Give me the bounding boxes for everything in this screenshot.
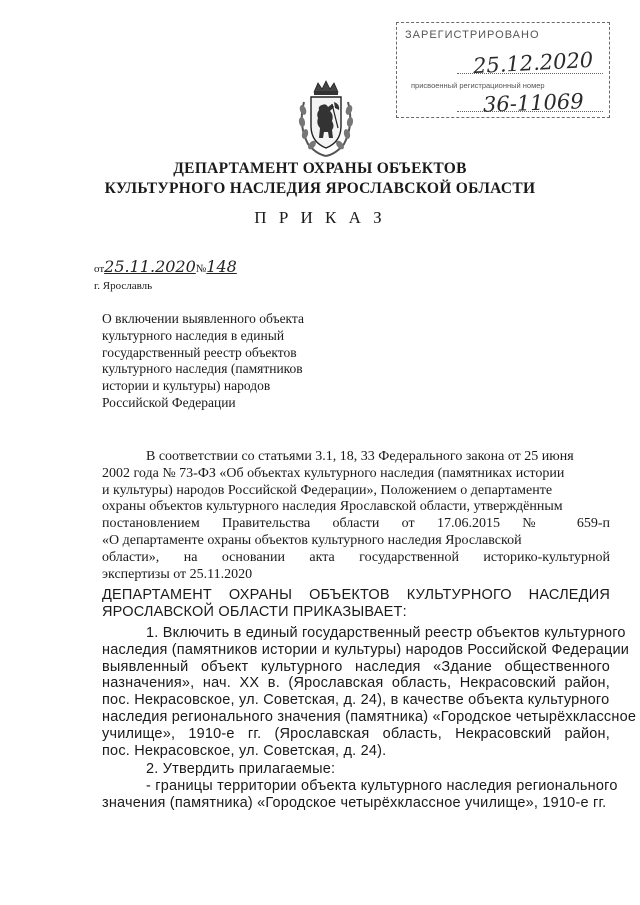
department-name-line-2: КУЛЬТУРНОГО НАСЛЕДИЯ ЯРОСЛАВСКОЙ ОБЛАСТИ [104,180,536,197]
subject-line: Российской Федерации [102,394,236,410]
text-line: экспертизы от 25.11.2020 [102,566,253,582]
text-line: постановлением Правительства области от 17.06.2015 № 659-п [102,516,610,532]
stamp-number: 36-11069 [482,89,585,117]
text-line: выявленный объект культурного наследия «Здание общественного [102,658,610,675]
subject-line: культурного наследия в единый [102,327,285,343]
text-line: училище», 1910-е гг. (Ярославская область, Некрасовский район, [102,725,610,742]
decree-line: ЯРОСЛАВСКОЙ ОБЛАСТИ ПРИКАЗЫВАЕТ: [102,603,407,620]
order-subject [102,311,372,412]
stamp-caption: присвоенный регистрационный номер [411,81,545,90]
text-line: пос. Некрасовское, ул. Советская, д. 24), в качестве объекта культурного [102,692,610,709]
decree-line: ДЕПАРТАМЕНТ ОХРАНЫ ОБЪЕКТОВ КУЛЬТУРНОГО НАСЛЕДИЯ [102,587,610,603]
subject-line: культурного наследия (памятников [102,361,303,377]
subject-line: истории и культуры) народов [102,378,271,394]
decree-paragraph [102,587,610,621]
text-line: «О департаменте охраны объектов культурного наследия Ярославской [102,532,522,548]
text-line: 2002 года № 73-ФЗ «Об объектах культурного наследия (памятниках истории [102,465,565,481]
text-line: - границы территории объекта культурного наследия регионального [146,777,618,794]
stamp-title: ЗАРЕГИСТРИРОВАНО [405,29,540,41]
yaroslavl-bear-coat-of-arms-icon [294,80,358,160]
registration-stamp [396,22,610,118]
text-line: значения (памятника) «Городское четырёхклассное училище», 1910-е гг. [102,794,607,811]
department-name-line-1: ДЕПАРТАМЕНТ ОХРАНЫ ОБЪЕКТОВ [173,160,467,177]
text-line: области», на основании акта государственной историко-культурной [102,549,610,565]
order-from-prefix: от [94,263,105,275]
text-line: 1. Включить в единый государственный реестр объектов культурного [146,625,626,641]
text-line: и культуры) народов Российской Федерации», Положением о департаменте [102,482,553,498]
text-line: наследия (памятников истории и культуры) народов Российской Федерации [102,641,630,658]
text-line: назначения», нач. ХХ в. (Ярославская область, Некрасовский район, [102,675,610,692]
subject-line: О включении выявленного объекта [102,311,304,326]
preamble-paragraph [102,449,610,583]
text-line: 2. Утвердить прилагаемые: [146,761,336,777]
order-title: П Р И К А З [254,208,386,227]
order-number: 148 [206,257,237,276]
order-date: 25.11.2020 [104,257,196,276]
order-number-prefix: № [195,263,207,275]
text-line: В соответствии со статьями 3.1, 18, 33 Федерального закона от 25 июня [146,449,574,464]
item-1-paragraph [102,625,637,759]
text-line: наследия регионального значения (памятника) «Городское четырёхклассное [102,708,637,725]
text-line: пос. Некрасовское, ул. Советская, д. 24). [102,742,387,759]
order-date-number [94,257,237,276]
stamp-date: 25.12.2020 [472,47,594,79]
subject-line: государственный реестр объектов [102,344,297,360]
order-city: г. Ярославль [94,280,153,292]
text-line: охраны объектов культурного наследия Ярославской области, утверждённым [102,499,563,515]
item-2-paragraph [102,761,618,811]
